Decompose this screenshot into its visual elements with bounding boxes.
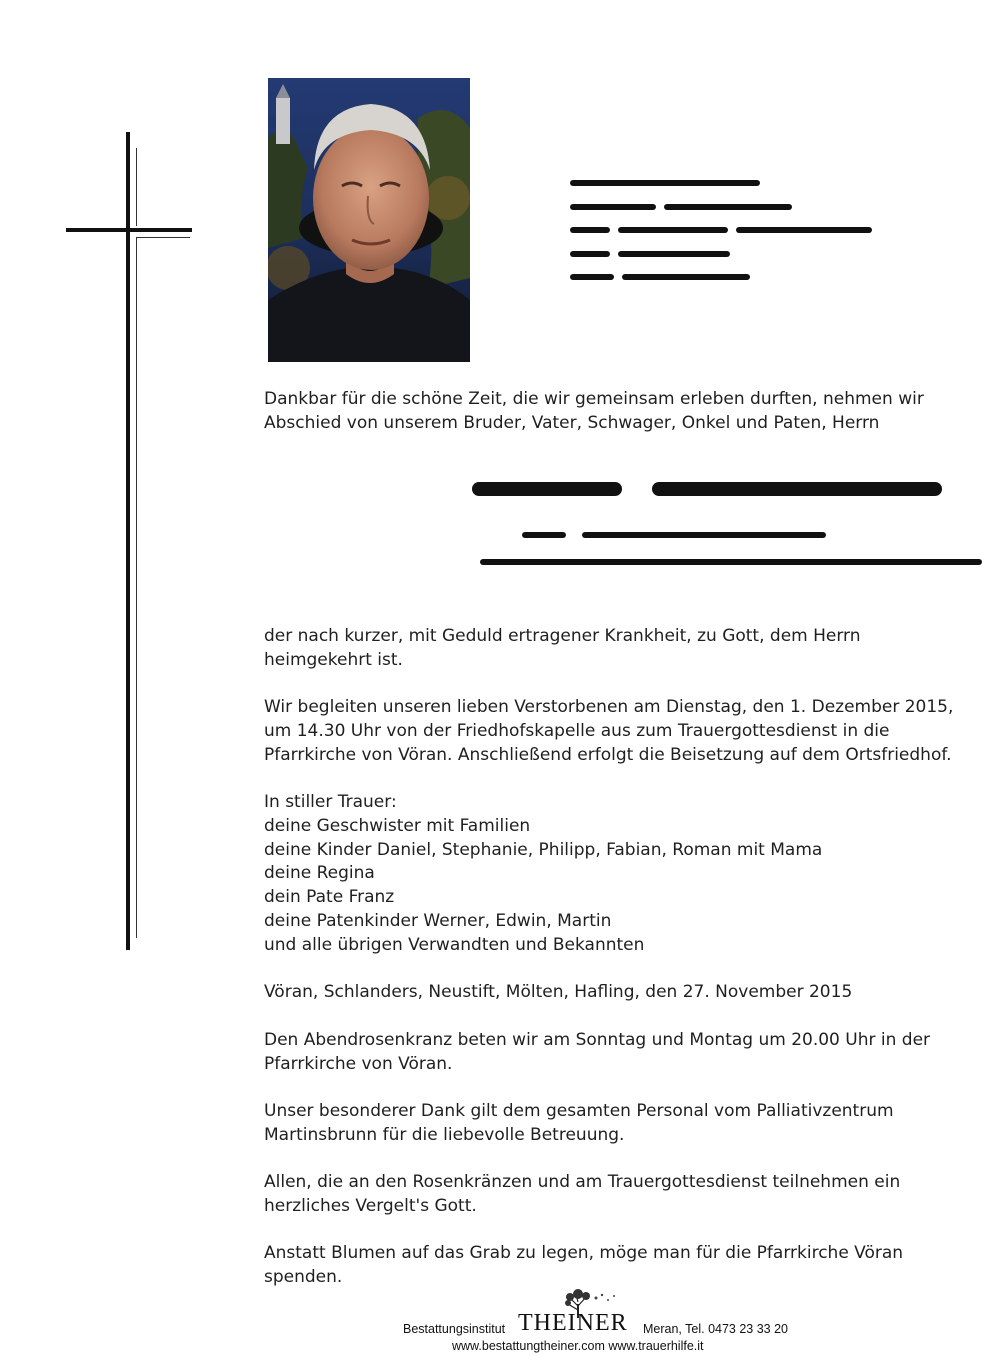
mourners-list: In stiller Trauer: deine Geschwister mit Familien deine Kinder Daniel, Stephanie, Philipp, Fabian, Roman mit Mama deine Regina dein Pate Franz deine Patenkinder Werner, Edwin, Martin und alle übrigen Verwandten und Bekannten	[264, 792, 823, 955]
death-notice-text: der nach kurzer, mit Geduld ertragener Krankheit, zu Gott, dem Herrn heimgekehrt ist.	[264, 626, 861, 670]
cross-horizontal-line	[136, 237, 190, 238]
flowers-notice: Anstatt Blumen auf das Grab zu legen, möge man für die Pfarrkirche Vöran spenden.	[264, 1243, 904, 1287]
cross-vertical-line-lower	[136, 238, 137, 938]
funeral-details-text: Wir begleiten unseren lieben Verstorbenen am Dienstag, den 1. Dezember 2015, um 14.30 Uhr von der Friedhofskapelle aus zum Trauergottesdienst in die Pfarrkirche von Vöran. Anschließend erfolgt die Beisetzung auf dem Ortsfriedhof.	[264, 697, 954, 765]
funeral-home-brand: THEINER	[518, 1310, 628, 1336]
rosary-notice: Den Abendrosenkranz beten wir am Sonntag und Montag um 20.00 Uhr in der Pfarrkirche von Vöran.	[264, 1030, 931, 1074]
cross-vertical-bar	[126, 132, 130, 950]
cross-horizontal-bar	[66, 228, 192, 232]
portrait-photo	[268, 78, 470, 362]
contact-info: Meran, Tel. 0473 23 33 20	[643, 1322, 789, 1336]
cross-vertical-line-upper	[136, 148, 137, 226]
footer-websites[interactable]: www.bestattungtheiner.com www.trauerhilfe.it	[452, 1339, 704, 1353]
palliative-thanks: Unser besonderer Dank gilt dem gesamten Personal vom Palliativzentrum Martinsbrunn für die liebevolle Betreuung.	[264, 1101, 894, 1145]
place-and-date: Vöran, Schlanders, Neustift, Mölten, Hafling, den 27. November 2015	[264, 982, 853, 1002]
institute-label: Bestattungsinstitut	[403, 1322, 506, 1336]
general-thanks: Allen, die an den Rosenkränzen und am Trauergottesdienst teilnehmen ein herzliches Vergelt's Gott.	[264, 1172, 901, 1216]
intro-text: Dankbar für die schöne Zeit, die wir gemeinsam erleben durften, nehmen wir Abschied von unserem Bruder, Vater, Schwager, Onkel und Paten, Herrn	[264, 389, 924, 433]
